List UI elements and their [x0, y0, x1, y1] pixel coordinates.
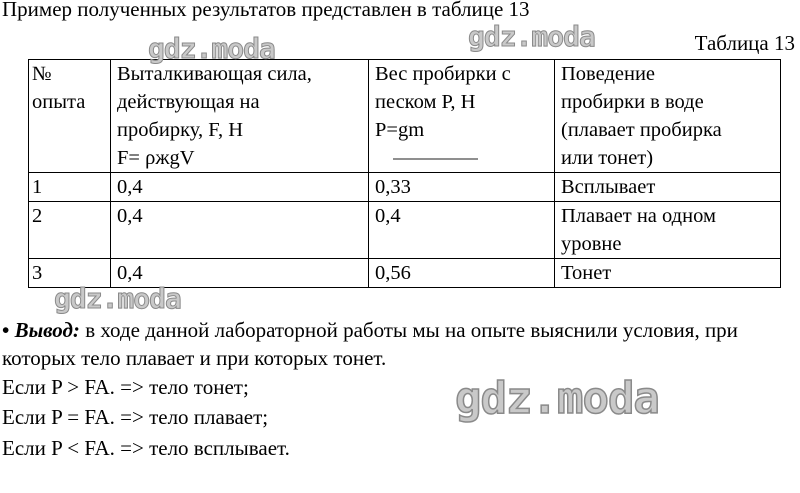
cell-tube-behavior: Тонет	[555, 259, 781, 288]
watermark: gdz.moda	[455, 373, 659, 424]
buoyant-force-formula: F= ρжgV	[117, 147, 195, 169]
header-tube-weight	[369, 60, 555, 173]
header-line: (плавает пробирка	[561, 119, 722, 141]
table-caption: Таблица 13	[694, 31, 795, 55]
table-row	[29, 202, 781, 259]
conclusion-text: в ходе данной лабораторной работы мы на опыте выяснили условия, при которых тело плавает и при которых тонет.	[2, 318, 738, 370]
rule-sinks: Если P > FA. => тело тонет;	[2, 375, 249, 399]
watermark: gdz.moda	[148, 32, 275, 65]
table-row	[29, 173, 781, 202]
rule-rises: Если P < FA. => тело всплывает.	[2, 436, 290, 460]
watermark: gdz.moda	[54, 282, 181, 315]
header-experiment-number	[29, 60, 111, 173]
cell-experiment-number: 2	[29, 202, 111, 259]
header-line: песком Р, Н	[375, 91, 476, 113]
scan-artifact	[393, 158, 478, 160]
results-table	[28, 59, 781, 288]
table-header-row	[29, 60, 781, 173]
header-line: опыта	[32, 91, 86, 113]
header-line: действующая на	[117, 91, 260, 113]
intro-text: Пример полученных результатов представлен в таблице 13	[2, 0, 530, 21]
header-buoyant-force	[111, 60, 369, 173]
cell-tube-weight: 0,33	[369, 173, 555, 202]
cell-buoyant-force: 0,4	[111, 202, 369, 259]
cell-buoyant-force: 0,4	[111, 173, 369, 202]
conclusion-bullet: •	[2, 318, 10, 342]
cell-experiment-number: 3	[29, 259, 111, 288]
conclusion-paragraph	[2, 316, 792, 372]
cell-tube-weight: 0,56	[369, 259, 555, 288]
cell-buoyant-force: 0,4	[111, 259, 369, 288]
conclusion-label: Вывод:	[14, 318, 80, 342]
cell-tube-behavior: Плавает на одном уровне	[555, 202, 781, 259]
header-line: Поведение	[561, 63, 656, 85]
cell-experiment-number: 1	[29, 173, 111, 202]
cell-tube-weight: 0,4	[369, 202, 555, 259]
watermark: gdz.moda	[468, 20, 595, 53]
header-line: пробирки в воде	[561, 91, 704, 113]
header-line: Вес пробирки с	[375, 63, 511, 85]
header-line: Выталкивающая сила,	[117, 63, 312, 85]
header-line: пробирку, F, Н	[117, 119, 244, 141]
weight-formula: P=gm	[375, 119, 425, 141]
cell-tube-behavior: Всплывает	[555, 173, 781, 202]
header-line: №	[32, 63, 52, 85]
header-tube-behavior	[555, 60, 781, 173]
header-line: или тонет)	[561, 147, 654, 169]
rule-floats: Если P = FA. => тело плавает;	[2, 405, 269, 429]
